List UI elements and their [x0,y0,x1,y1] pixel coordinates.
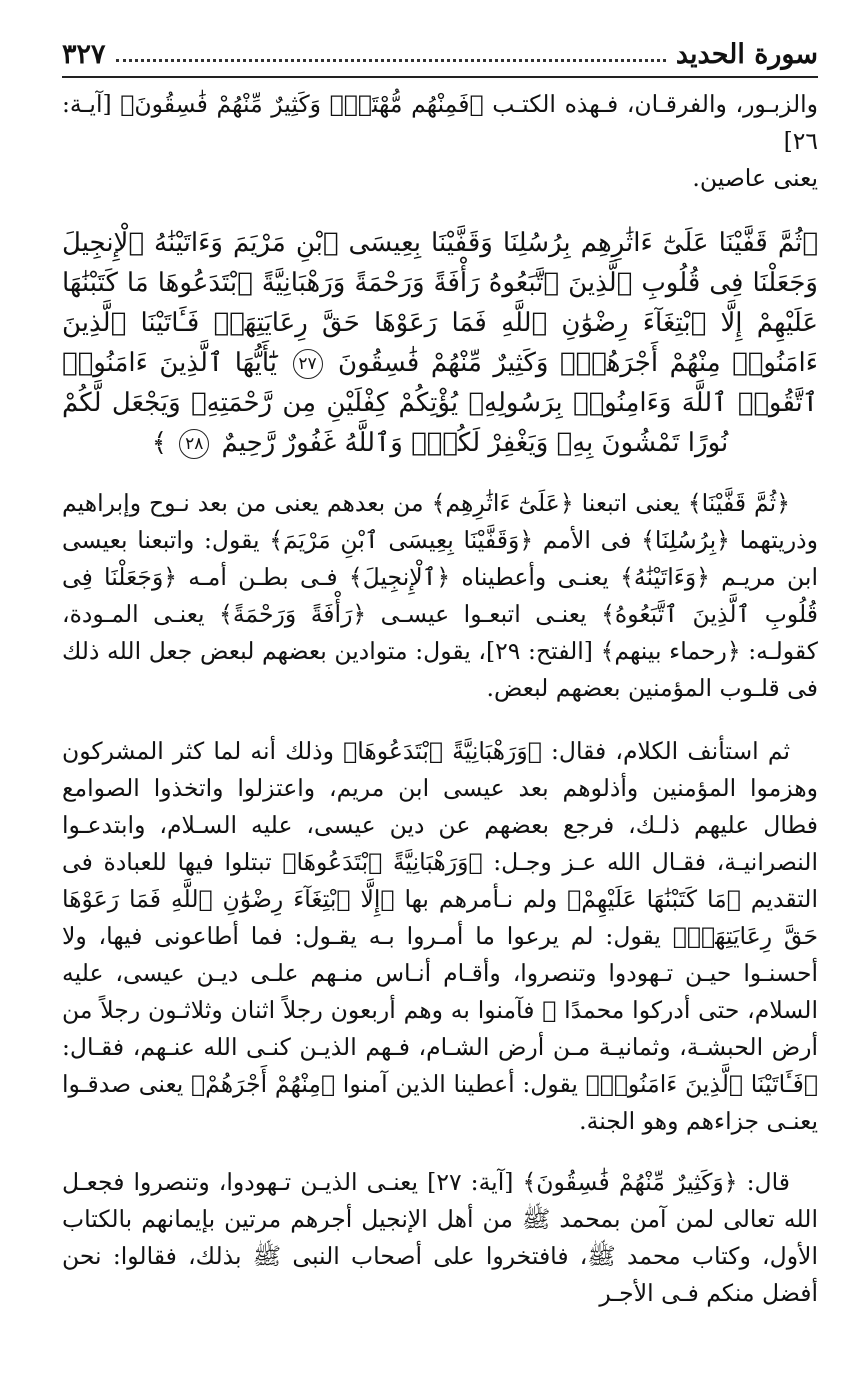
page-number: ٣٢٧ [62,39,106,70]
commentary-paragraph [62,485,818,707]
document-page [62,30,818,1350]
paragraph-intro-line: والزبـور، والفرقـان، فـهذه الكتـب ﴿فَمِنْهُم مُّهْتَدٍۖ وَكَثِيرٌ مِّنْهُمْ فَٰسِقُونَ﴾ [آيـة: ٢٦] [62,90,818,155]
commentary-text: ثم استأنف الكلام، فقال: ﴿وَرَهْبَانِيَّةً ٱبْتَدَعُوهَا﴾ وذلك أنه لما كثر المشركون وهزموا المؤمنين وأذلوهم بعد عيسى ابن مريم، واعتزلوا واتخذوا الصوامع فطال عليهم ذلـك، فرجع بعضهم عن دين عيسى، عليه السـلام، وابتدعـوا النصرانيـة، فقـال الله عـز وجـل: ﴿وَرَهْبَانِيَّةً ٱبْتَدَعُوهَا﴾ تبتلوا فيها للعبادة فى التقديم ﴿مَا كَتَبْنَٰهَا عَلَيْهِمْ﴾ ولم نـأمرهم بها ﴿إِلَّا ٱبْتِغَآءَ رِضْوَٰنِ ٱللَّهِ فَمَا رَعَوْهَا حَقَّ رِعَايَتِهَاۖ﴾ يقول: لم يرعوا ما أمـروا بـه يقـول: فما أطاعونى فيها، ولا أحسنـوا حيـن تـهودوا وتنصروا، وأقـام أنـاس منـهم علـى ديـن عيسى، عليه السلام، حتى أدركوا محمدًا ﷺ فآمنوا به وهم أربعون رجلاً اثنان وثلاثـون رجلاً من أرض الحبشـة، وثمانيـة مـن أرض الشـام، فـهم الذيـن كنـى الله عنـهم، فقـال: ﴿فَـَٔاتَيْنَا ٱلَّذِينَ ءَامَنُوا۟﴾ يقول: أعطينا الذين آمنوا ﴿مِنْهُمْ أَجْرَهُمْ﴾ يعنى صدقـوا يعنـى جزاءهم وهو الجنة. [62,737,818,1135]
quran-text-verse-27: ﴿ثُمَّ قَفَّيْنَا عَلَىٰٓ ءَاثَٰرِهِم بِرُسُلِنَا وَقَفَّيْنَا بِعِيسَى ٱبْنِ مَرْيَمَ وَءَاتَيْنَٰهُ ٱلْإِنجِيلَ وَجَعَلْنَا فِى قُلُوبِ ٱلَّذِينَ ٱتَّبَعُوهُ رَأْفَةً وَرَحْمَةً وَرَهْبَانِيَّةً ٱبْتَدَعُوهَا مَا كَتَبْنَٰهَا عَلَيْهِمْ إِلَّا ٱبْتِغَآءَ رِضْوَٰنِ ٱللَّهِ فَمَا رَعَوْهَا حَقَّ رِعَايَتِهَاۖ فَـَٔاتَيْنَا ٱلَّذِينَ ءَامَنُوا۟ مِنْهُمْ أَجْرَهُمْۖ وَكَثِيرٌ مِّنْهُمْ فَٰسِقُونَ [62,228,819,378]
verse-number-marker: ٢٨ [179,429,209,459]
verse-number-marker: ٢٧ [293,349,323,379]
header-dotted-leader [116,59,666,62]
surah-title: سورة الحديد [675,39,818,70]
quran-verse-block [62,223,818,463]
paragraph-intro [62,86,818,197]
page-header [62,30,818,78]
commentary-paragraph [62,733,818,1140]
quran-text-verse-28: يَٰٓأَيُّهَا ٱلَّذِينَ ءَامَنُوا۟ ٱتَّقُوا۟ ٱللَّهَ وَءَامِنُوا۟ بِرَسُولِهِۦ يُؤْتِكُمْ كِفْلَيْنِ مِن رَّحْمَتِهِۦ وَيَجْعَل لَّكُمْ نُورًا تَمْشُونَ بِهِۦ وَيَغْفِرْ لَكُمْۚ وَٱللَّهُ غَفُورٌ رَّحِيمٌ [62,348,818,458]
commentary-text: ﴿ثُمَّ قَفَّيْنَا﴾ يعنى اتبعنا ﴿عَلَىٰٓ ءَاثَٰرِهِم﴾ من بعدهم يعنى من بعد نـوح وإبراهيم وذريتهما ﴿بِرُسُلِنَا﴾ فى الأمم ﴿وَقَفَّيْنَا بِعِيسَى ٱبْنِ مَرْيَمَ﴾ يقول: واتبعنا بعيسى ابن مريـم ﴿وَءَاتَيْنَٰهُ﴾ يعنـى وأعطيناه ﴿ٱلْإِنجِيلَ﴾ فـى بطـن أمـه ﴿وَجَعَلْنَا فِى قُلُوبِ ٱلَّذِينَ ٱتَّبَعُوهُ﴾ يعنـى اتبعـوا عيسـى ﴿رَأْفَةً وَرَحْمَةً﴾ يعنـى المـودة، كقولـه: ﴿رحماء بينهم﴾ [الفتح: ٢٩]، يقول: متوادين بعضهم لبعض جعل الله ذلك فى قلـوب المؤمنين بعضهم لبعض. [62,489,818,702]
commentary-text: قال: ﴿وَكَثِيرٌ مِّنْهُمْ فَٰسِقُونَ﴾ [آية: ٢٧] يعنـى الذيـن تـهودوا، وتنصروا فجعـل الله تعالى لمن آمن بمحمد ﷺ من أهل الإنجيل أجرهم مرتين بإيمانهم بالكتاب الأول، وكتاب محمد ﷺ، فافتخروا على أصحاب النبى ﷺ بذلك، فقالوا: نحن أفضل منكم فـى الأجـر [62,1168,818,1307]
commentary-paragraph [62,1164,818,1312]
quran-closing-bracket: ﴾ [151,428,167,458]
paragraph-intro-line: يعنى عاصين. [692,164,818,192]
